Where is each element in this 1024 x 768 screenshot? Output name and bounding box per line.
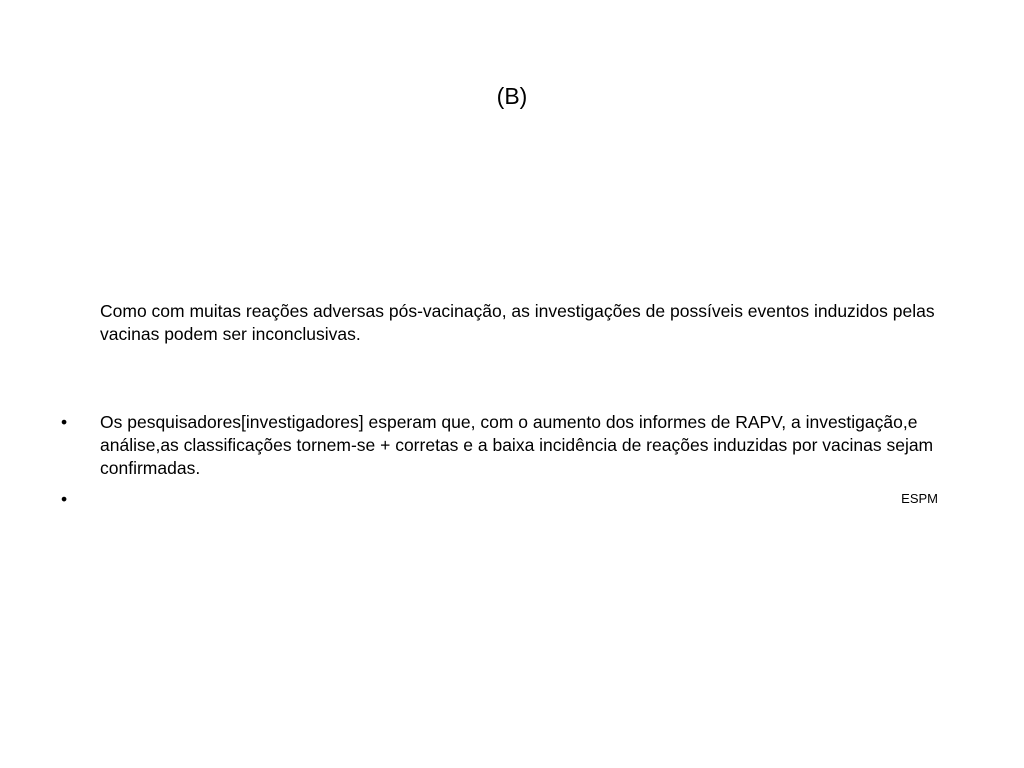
intro-paragraph: Como com muitas reações adversas pós-vacinação, as investigações de possíveis eventos induzidos pelas vacinas podem ser inconclusivas. xyxy=(100,301,935,344)
footer-label: ESPM xyxy=(901,491,938,506)
bullet-marker: • xyxy=(61,412,68,432)
bullet-marker: • xyxy=(61,489,68,509)
bullet-text: Os pesquisadores[investigadores] esperam que, com o aumento dos informes de RAPV, a investigação,e análise,as classificações tornem-se + corretas e a baixa incidência de reações induzidas por vacinas sejam confirmadas. xyxy=(100,412,934,478)
slide-title: (B) xyxy=(496,83,528,109)
